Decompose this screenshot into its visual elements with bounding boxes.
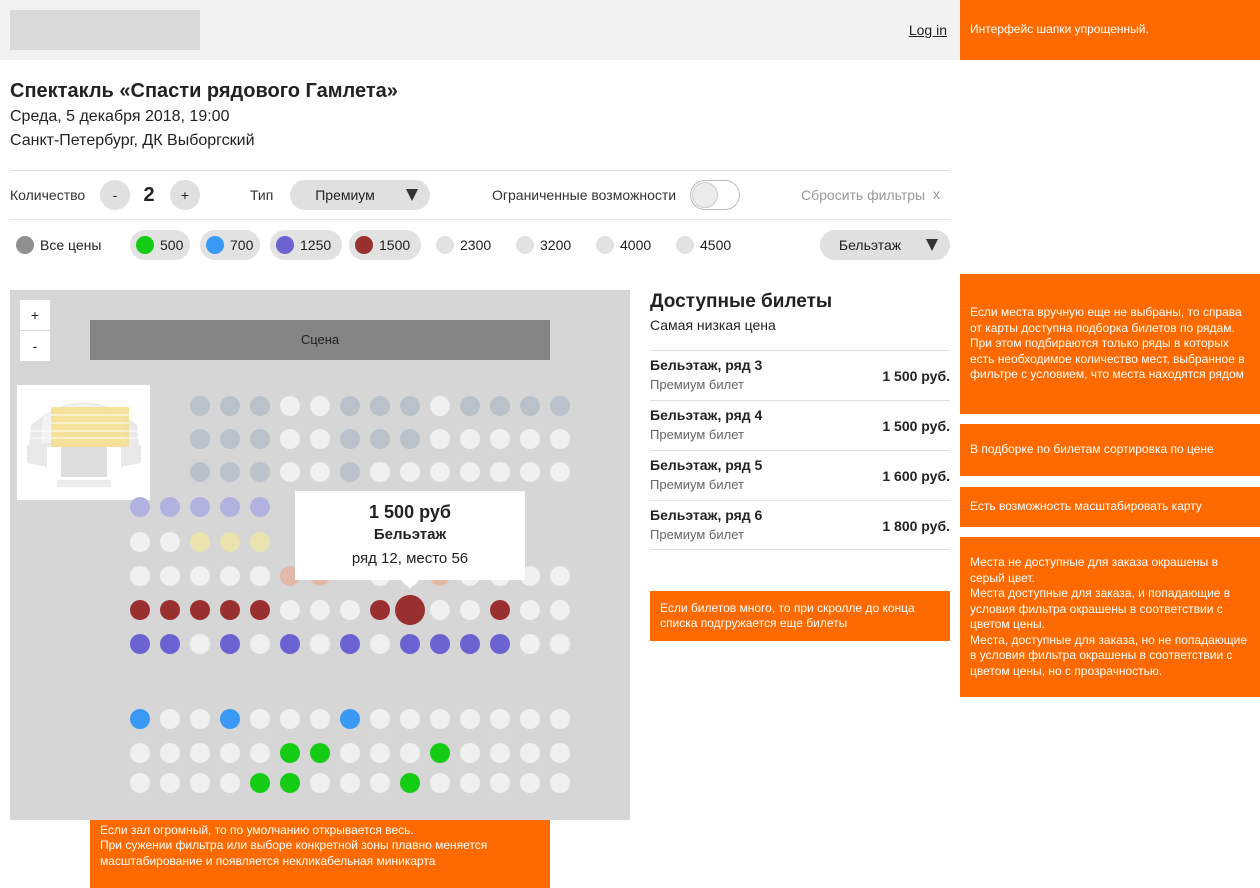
seat <box>190 462 210 482</box>
seat <box>400 429 420 449</box>
price-chip-all[interactable] <box>10 230 120 260</box>
price-chip-label: 700 <box>230 237 254 253</box>
seat[interactable] <box>130 600 150 620</box>
price-chip-label: Все цены <box>40 237 102 253</box>
ticket-type: Премиум билет <box>650 477 744 492</box>
seat <box>370 634 390 654</box>
seat <box>160 709 180 729</box>
note-auto-pick: Если места вручную еще не выбраны, то справа от карты доступна подборка билетов по рядам. При этом подбираются только ряды в которых есть необходимое количество мест, выбранное в фильтре с условием, что места находятся рядом <box>960 274 1260 414</box>
seat <box>190 429 210 449</box>
zone-select[interactable] <box>820 230 950 260</box>
seat[interactable] <box>490 634 510 654</box>
tooltip-price: 1 500 руб <box>369 502 451 522</box>
seat[interactable] <box>220 709 240 729</box>
seat[interactable] <box>250 532 270 552</box>
seat <box>460 709 480 729</box>
note-sorting: В подборке по билетам сортировка по цене <box>960 424 1260 476</box>
circle-icon <box>355 236 373 254</box>
seat <box>490 743 510 763</box>
seat[interactable] <box>490 600 510 620</box>
toggle-knob <box>692 182 718 208</box>
circle-icon <box>206 236 224 254</box>
seat <box>430 462 450 482</box>
seat <box>220 743 240 763</box>
seat <box>310 600 330 620</box>
seat <box>340 429 360 449</box>
seat <box>250 429 270 449</box>
seat <box>370 773 390 793</box>
quantity-minus-button[interactable]: - <box>100 180 130 210</box>
seat <box>340 396 360 416</box>
seat[interactable] <box>280 743 300 763</box>
zoom-in-button[interactable]: + <box>20 300 50 330</box>
ticket-name: Бельэтаж, ряд 3 <box>650 357 763 373</box>
seat <box>160 532 180 552</box>
ticket-price: 1 500 руб. <box>882 418 950 434</box>
seat[interactable] <box>160 600 180 620</box>
price-chip-label: 1250 <box>300 237 332 253</box>
seat[interactable] <box>280 773 300 793</box>
minimap <box>17 385 150 500</box>
seat[interactable] <box>250 497 270 517</box>
seat <box>460 600 480 620</box>
seat <box>130 773 150 793</box>
seat <box>220 566 240 586</box>
seat <box>340 600 360 620</box>
seat[interactable] <box>370 600 390 620</box>
seat <box>280 600 300 620</box>
price-chip-700[interactable] <box>200 230 260 260</box>
seat[interactable] <box>160 634 180 654</box>
seat[interactable] <box>430 634 450 654</box>
ticket-row[interactable] <box>650 500 950 550</box>
price-chip-1250[interactable] <box>270 230 342 260</box>
seat <box>130 532 150 552</box>
seat <box>190 709 210 729</box>
seat <box>160 773 180 793</box>
seat <box>550 743 570 763</box>
seat <box>310 773 330 793</box>
price-chip-3200[interactable] <box>510 230 582 260</box>
accessibility-toggle[interactable] <box>690 180 740 210</box>
seat <box>130 566 150 586</box>
tooltip-zone: Бельэтаж <box>373 526 447 543</box>
seat <box>490 773 510 793</box>
zoom-out-button[interactable]: - <box>20 331 50 361</box>
seat <box>250 709 270 729</box>
quantity-label: Количество <box>10 187 86 203</box>
seat <box>520 396 540 416</box>
seat <box>400 709 420 729</box>
seat <box>190 396 210 416</box>
price-chip-4500[interactable] <box>670 230 742 260</box>
ticket-name: Бельэтаж, ряд 5 <box>650 457 763 473</box>
seat <box>430 709 450 729</box>
seat <box>310 462 330 482</box>
seat <box>310 634 330 654</box>
seat <box>310 396 330 416</box>
event-date: Среда, 5 декабря 2018, 19:00 <box>10 108 230 125</box>
seat <box>340 462 360 482</box>
seat <box>310 429 330 449</box>
seat[interactable] <box>220 497 240 517</box>
chevron-down-icon <box>926 239 938 251</box>
reset-filters-close-icon[interactable]: x <box>933 186 940 202</box>
seat <box>520 429 540 449</box>
seat[interactable] <box>220 634 240 654</box>
circle-icon <box>136 236 154 254</box>
price-chip-label: 500 <box>160 237 184 253</box>
login-link[interactable]: Log in <box>908 22 947 38</box>
seat <box>460 396 480 416</box>
seat <box>220 396 240 416</box>
seat <box>370 462 390 482</box>
tickets-subtitle: Самая низкая цена <box>650 317 776 333</box>
price-chip-label: 2300 <box>460 237 492 253</box>
ticket-type: Премиум билет <box>650 427 744 442</box>
seat <box>430 773 450 793</box>
seat[interactable] <box>250 600 270 620</box>
seat <box>340 743 360 763</box>
seat <box>520 600 540 620</box>
seat <box>490 462 510 482</box>
seat <box>280 396 300 416</box>
seat <box>520 773 540 793</box>
circle-icon <box>276 236 294 254</box>
seat <box>490 429 510 449</box>
ticket-type: Премиум билет <box>650 527 744 542</box>
seat <box>550 634 570 654</box>
seat <box>190 566 210 586</box>
circle-icon <box>516 236 534 254</box>
divider <box>10 219 950 220</box>
minimap-hall-icon <box>17 385 150 500</box>
seat <box>160 743 180 763</box>
seat[interactable] <box>400 773 420 793</box>
seat <box>430 429 450 449</box>
circle-icon <box>16 236 34 254</box>
seat <box>370 396 390 416</box>
seat <box>550 600 570 620</box>
ticket-price: 1 500 руб. <box>882 368 950 384</box>
stage: Сцена <box>90 320 550 360</box>
seat[interactable] <box>280 634 300 654</box>
seat <box>490 396 510 416</box>
ticket-row[interactable] <box>650 450 950 500</box>
seat <box>190 634 210 654</box>
seat <box>280 429 300 449</box>
seat[interactable] <box>250 773 270 793</box>
ticket-name: Бельэтаж, ряд 6 <box>650 507 763 523</box>
seat <box>550 773 570 793</box>
seat[interactable] <box>130 497 150 517</box>
seat-selected[interactable] <box>395 595 425 625</box>
seat <box>460 773 480 793</box>
seat[interactable] <box>220 532 240 552</box>
seat <box>250 634 270 654</box>
circle-icon <box>676 236 694 254</box>
seat[interactable] <box>340 709 360 729</box>
seat <box>370 429 390 449</box>
seat <box>220 773 240 793</box>
seat[interactable] <box>430 743 450 763</box>
seat <box>280 462 300 482</box>
seat <box>280 709 300 729</box>
price-chip-label: 3200 <box>540 237 572 253</box>
seat[interactable] <box>400 634 420 654</box>
price-chip-500[interactable] <box>130 230 190 260</box>
seat[interactable] <box>190 532 210 552</box>
note-zoom: Есть возможность масштабировать карту <box>960 487 1260 527</box>
price-chip-2300[interactable] <box>430 230 502 260</box>
quantity-plus-button[interactable]: + <box>170 180 200 210</box>
seat <box>190 743 210 763</box>
seat[interactable] <box>310 743 330 763</box>
seat-tooltip <box>295 491 525 580</box>
seat[interactable] <box>160 497 180 517</box>
note-seat-colors: Места не доступные для заказа окрашены в серый цвет. Места доступные для заказа, и попадающие в условия фильтра окрашены в соответствии с цветом цены. Места, доступные для заказа, но не попадающие в условия фильтра окрашены в соответствии с цветом цены, но с прозрачностью. <box>960 537 1260 697</box>
seat <box>220 462 240 482</box>
ticket-price: 1 800 руб. <box>882 518 950 534</box>
seat <box>220 429 240 449</box>
type-select-value: Премиум <box>315 187 375 203</box>
price-chip-label: 4500 <box>700 237 732 253</box>
type-label: Тип <box>250 187 274 203</box>
seat <box>340 773 360 793</box>
seat <box>550 429 570 449</box>
seat[interactable] <box>130 709 150 729</box>
seat[interactable] <box>190 497 210 517</box>
seat[interactable] <box>130 634 150 654</box>
seat <box>430 396 450 416</box>
seat <box>460 429 480 449</box>
seat <box>250 396 270 416</box>
seat <box>550 396 570 416</box>
seat <box>550 709 570 729</box>
ticket-row[interactable] <box>650 350 950 400</box>
price-chip-1500[interactable] <box>349 230 421 260</box>
seat <box>310 709 330 729</box>
seat[interactable] <box>220 600 240 620</box>
seat <box>250 743 270 763</box>
seat <box>160 566 180 586</box>
divider <box>10 170 950 171</box>
reset-filters-link[interactable]: Сбросить фильтры <box>801 187 926 203</box>
note-header: Интерфейс шапки упрощенный. <box>960 0 1260 60</box>
seat <box>550 462 570 482</box>
zone-select-value: Бельэтаж <box>838 237 902 253</box>
event-place: Санкт-Петербург, ДК Выборгский <box>10 132 255 149</box>
seat <box>520 462 540 482</box>
seat <box>250 566 270 586</box>
ticket-type: Премиум билет <box>650 377 744 392</box>
seat <box>550 566 570 586</box>
seat <box>190 773 210 793</box>
type-select[interactable] <box>290 180 430 210</box>
circle-icon <box>596 236 614 254</box>
seat <box>490 709 510 729</box>
tickets-title: Доступные билеты <box>650 291 833 312</box>
header <box>0 0 960 60</box>
ticket-row[interactable] <box>650 400 950 450</box>
seat <box>400 396 420 416</box>
note-scroll: Если билетов много, то при скролле до конца списка подгружается еще билеты <box>650 591 950 641</box>
seat <box>520 634 540 654</box>
price-chip-label: 1500 <box>379 237 411 253</box>
seat <box>460 462 480 482</box>
seat[interactable] <box>190 600 210 620</box>
circle-icon <box>436 236 454 254</box>
price-chip-label: 4000 <box>620 237 652 253</box>
seat[interactable] <box>460 634 480 654</box>
seat[interactable] <box>340 634 360 654</box>
chevron-down-icon <box>406 189 418 201</box>
seat <box>520 709 540 729</box>
seat <box>400 743 420 763</box>
seat <box>520 743 540 763</box>
event-title: Спектакль «Спасти рядового Гамлета» <box>10 80 398 102</box>
seat <box>400 462 420 482</box>
logo-placeholder[interactable] <box>10 10 200 50</box>
seat <box>130 743 150 763</box>
tooltip-seat: ряд 12, место 56 <box>351 550 469 567</box>
seat <box>370 743 390 763</box>
ticket-name: Бельэтаж, ряд 4 <box>650 407 763 423</box>
seat <box>250 462 270 482</box>
seat <box>430 600 450 620</box>
seat <box>370 709 390 729</box>
ticket-price: 1 600 руб. <box>882 468 950 484</box>
price-chip-4000[interactable] <box>590 230 662 260</box>
accessibility-label: Ограниченные возможности <box>492 187 677 203</box>
note-big-hall: Если зал огромный, то по умолчанию открывается весь. При сужении фильтра или выборе конкретной зоны плавно меняется масштабирование и появляется некликабельная миникарта <box>90 804 550 888</box>
seat <box>460 743 480 763</box>
quantity-value: 2 <box>143 184 155 206</box>
